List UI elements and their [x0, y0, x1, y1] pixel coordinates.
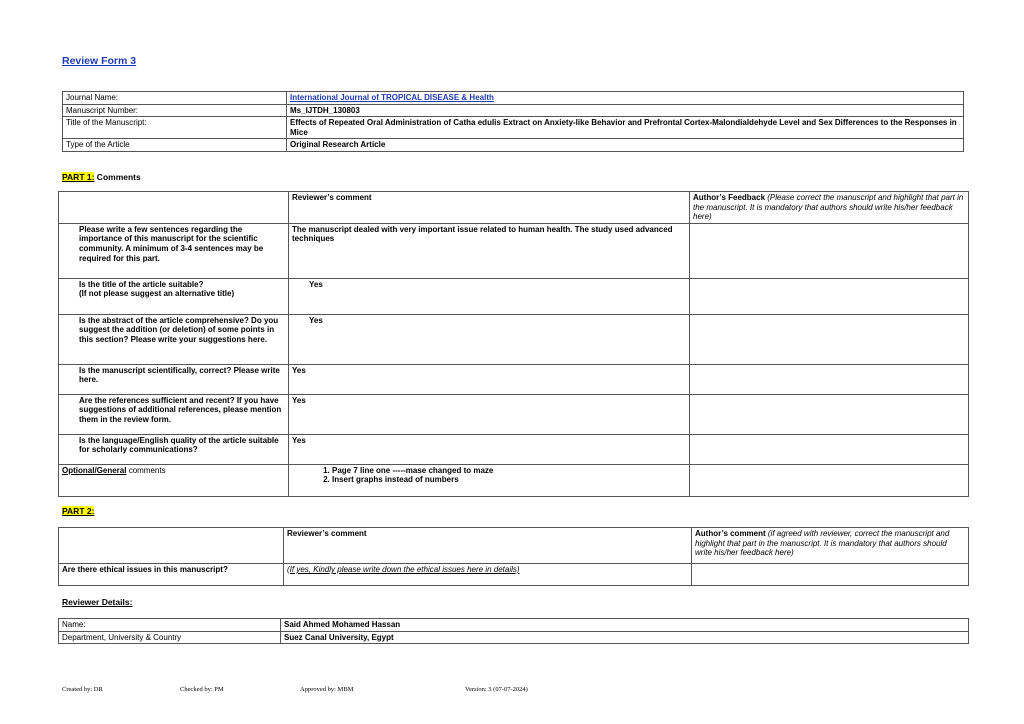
comment-title: Yes	[289, 278, 690, 314]
question-scientific: Is the manuscript scientifically, correct? Please write here.	[59, 364, 289, 394]
part2-author-header-bold: Author’s comment	[695, 529, 766, 538]
reviewer-name-label: Name:	[59, 619, 281, 632]
table-row	[63, 117, 964, 139]
ethical-question: Are there ethical issues in this manuscript?	[59, 564, 284, 586]
table-row	[59, 564, 969, 586]
feedback-references[interactable]	[690, 394, 969, 434]
part1-comments-table	[58, 191, 969, 497]
question-importance: Please write a few sentences regarding the importance of this manuscript for the scientific community. A minimum of 3-4 sentences may be required for this part.	[59, 223, 289, 278]
reviewer-details-heading: Reviewer Details:	[62, 597, 133, 607]
table-row	[59, 619, 969, 632]
ethical-feedback[interactable]	[692, 564, 969, 586]
comment-importance: The manuscript dealed with very important issue related to human health. The study used advanced techniques	[289, 223, 690, 278]
list-item: 2. Insert graphs instead of numbers	[332, 475, 686, 485]
optional-label-rest: comments	[126, 465, 166, 475]
table-row	[59, 434, 969, 464]
part2-author-header-note: (if agreed with reviewer, correct the manuscript and highlight that part in the manuscript. It is mandatory that authors should write his/her feedback here)	[695, 529, 950, 558]
part2-ethics-table	[58, 527, 969, 586]
question-language: Is the language/English quality of the article suitable for scholarly communications?	[59, 434, 289, 464]
feedback-language[interactable]	[690, 434, 969, 464]
footer-version: Version: 3 (07-07-2024)	[465, 686, 528, 693]
part1-author-header-bold: Author’s Feedback	[693, 193, 766, 202]
table-row	[59, 223, 969, 278]
feedback-abstract[interactable]	[690, 314, 969, 364]
footer-created: Created by: DR	[62, 686, 103, 693]
footer-approved: Approved by: MBM	[300, 686, 354, 693]
manuscript-number-value: Ms_IJTDH_130803	[287, 104, 964, 117]
part2-heading	[62, 506, 94, 516]
part1-author-header-note: (Please correct the manuscript and highlight that part in the manuscript. It is mandatory that authors should write his/her feedback here)	[693, 193, 964, 222]
optional-comments-list	[292, 466, 686, 485]
feedback-scientific[interactable]	[690, 364, 969, 394]
part1-blank-header	[59, 192, 289, 224]
part2-blank-header	[59, 528, 284, 564]
manuscript-number-label: Manuscript Number:	[63, 104, 287, 117]
article-type-label: Type of the Article	[63, 139, 287, 152]
comment-scientific: Yes	[289, 364, 690, 394]
part1-reviewer-header: Reviewer’s comment	[289, 192, 690, 224]
question-abstract: Is the abstract of the article comprehensive? Do you suggest the addition (or deletion) of some points in this section? Please write your suggestions here.	[59, 314, 289, 364]
comment-language: Yes	[289, 434, 690, 464]
optional-comments-label	[59, 464, 289, 496]
article-type-value: Original Research Article	[287, 139, 964, 152]
form-title: Review Form 3	[62, 55, 137, 67]
manuscript-title-value: Effects of Repeated Oral Administration of Catha edulis Extract on Anxiety-like Behavior and Prefrontal Cortex-Malondialdehyde Level and Sex Differences to the Responses in Mice	[287, 117, 964, 139]
table-row	[63, 139, 964, 152]
list-item: 1. Page 7 line one -----mase changed to maze	[332, 466, 686, 476]
feedback-importance[interactable]	[690, 223, 969, 278]
reviewer-name-value: Said Ahmed Mohamed Hassan	[281, 619, 969, 632]
journal-name-label: Journal Name:	[63, 92, 287, 105]
manuscript-title-label: Title of the Manuscript:	[63, 117, 287, 139]
table-row	[59, 464, 969, 496]
table-row	[59, 631, 969, 644]
feedback-optional[interactable]	[690, 464, 969, 496]
reviewer-details-table	[58, 618, 969, 644]
table-row	[59, 528, 969, 564]
part2-author-header	[692, 528, 969, 564]
optional-label-bold: Optional/General	[62, 465, 127, 475]
part2-reviewer-header: Reviewer’s comment	[284, 528, 692, 564]
journal-info-table	[62, 91, 964, 152]
footer-checked: Checked by: PM	[180, 686, 224, 693]
optional-comments	[289, 464, 690, 496]
reviewer-dept-value: Suez Canal University, Egypt	[281, 631, 969, 644]
table-row	[59, 364, 969, 394]
table-row	[59, 278, 969, 314]
part1-label: PART 1:	[62, 172, 95, 182]
comment-references: Yes	[289, 394, 690, 434]
journal-name-link[interactable]: International Journal of TROPICAL DISEASE & Health	[290, 93, 494, 102]
question-references: Are the references sufficient and recent? If you have suggestions of additional references, please mention them in the review form.	[59, 394, 289, 434]
part2-label: PART 2:	[62, 506, 95, 516]
ethical-comment[interactable]: (If yes, Kindly please write down the ethical issues here in details)	[284, 564, 692, 586]
part1-author-header	[690, 192, 969, 224]
question-title: Is the title of the article suitable? (If not please suggest an alternative title)	[59, 278, 289, 314]
feedback-title[interactable]	[690, 278, 969, 314]
comment-abstract: Yes	[289, 314, 690, 364]
table-row	[63, 104, 964, 117]
table-row	[63, 92, 964, 105]
table-row	[59, 192, 969, 224]
reviewer-dept-label: Department, University & Country	[59, 631, 281, 644]
part1-label-rest: Comments	[94, 172, 141, 182]
table-row	[59, 314, 969, 364]
part1-heading	[62, 172, 141, 182]
table-row	[59, 394, 969, 434]
